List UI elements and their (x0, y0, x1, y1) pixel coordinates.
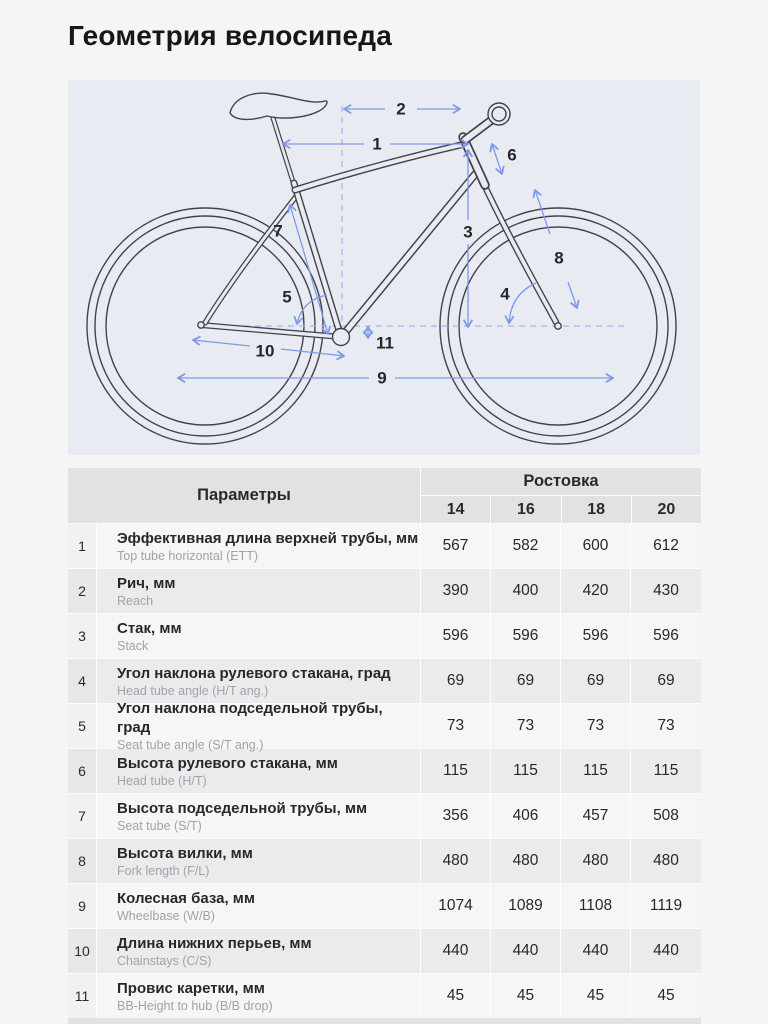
param-subtitle: Chainstays (C/S) (117, 953, 212, 968)
callout-label: 8 (554, 248, 564, 268)
size-column-header: 14 (421, 496, 491, 523)
size-value: 390 (421, 569, 491, 613)
param-cell (97, 749, 421, 793)
param-cell (97, 700, 421, 752)
callout-label: 6 (507, 145, 517, 165)
row-number: 10 (68, 929, 97, 973)
row-number: 2 (68, 569, 97, 613)
size-value: 567 (421, 524, 491, 568)
size-value: 400 (491, 569, 561, 613)
size-value: 73 (421, 704, 491, 748)
size-value: 480 (421, 839, 491, 883)
param-name: Эффективная длина верхней трубы, мм (117, 529, 419, 547)
param-subtitle: Seat tube (S/T) (117, 818, 202, 833)
size-column-header: 20 (657, 500, 676, 518)
callout-label: 4 (500, 284, 510, 304)
param-subtitle: Head tube angle (H/T ang.) (117, 683, 269, 698)
size-value: 115 (653, 762, 679, 779)
size-value: 73 (561, 704, 631, 748)
param-subtitle: BB-Height to hub (B/B drop) (117, 998, 273, 1013)
row-number: 7 (68, 794, 97, 838)
param-name: Длина нижних перьев, мм (117, 934, 312, 952)
table-row (68, 700, 701, 752)
parameters-header: Параметры (68, 468, 421, 523)
size-value: 440 (491, 929, 561, 973)
param-subtitle: Fork length (F/L) (117, 863, 210, 878)
param-name: Рич, мм (117, 574, 176, 592)
table-row (68, 973, 701, 1018)
size-column-header: 16 (491, 496, 561, 523)
param-cell (97, 839, 421, 883)
size-value: 596 (491, 614, 561, 658)
table-row (68, 928, 701, 973)
size-value: 600 (561, 524, 631, 568)
size-value: 1074 (421, 884, 491, 928)
row-number: 8 (68, 839, 97, 883)
param-cell (97, 659, 421, 703)
sizes-header (421, 468, 701, 523)
spec-table-body (68, 523, 701, 1018)
param-subtitle: Wheelbase (W/B) (117, 908, 215, 923)
size-value: 115 (491, 749, 561, 793)
callout-label: 1 (372, 134, 382, 154)
table-row (68, 793, 701, 838)
param-subtitle: Reach (117, 593, 154, 608)
param-cell (97, 974, 421, 1018)
size-value: 440 (653, 942, 679, 959)
size-value: 440 (421, 929, 491, 973)
size-value: 480 (491, 839, 561, 883)
size-value: 582 (491, 524, 561, 568)
size-value: 115 (561, 749, 631, 793)
size-value: 1108 (561, 884, 631, 928)
dimension-arrows (178, 109, 613, 378)
row-number: 11 (68, 974, 97, 1018)
callout-label: 9 (377, 368, 387, 388)
param-name: Угол наклона рулевого стакана, град (117, 664, 391, 682)
row-number: 3 (68, 614, 97, 658)
size-columns (421, 496, 701, 523)
size-value: 457 (561, 794, 631, 838)
param-name: Угол наклона подседельной трубы, град (117, 700, 383, 736)
sizes-header-label: Ростовка (421, 468, 701, 496)
size-value: 430 (653, 582, 679, 599)
callout-label: 5 (282, 287, 292, 307)
param-name: Провис каретки, мм (117, 979, 265, 997)
size-value: 420 (561, 569, 631, 613)
size-value: 1119 (649, 897, 683, 914)
size-value: 480 (561, 839, 631, 883)
size-value: 45 (657, 987, 675, 1004)
size-value: 73 (657, 717, 675, 734)
size-value: 69 (421, 659, 491, 703)
size-value: 115 (421, 749, 491, 793)
callout-label: 3 (463, 222, 473, 242)
size-value: 45 (491, 974, 561, 1018)
size-value: 73 (491, 704, 561, 748)
row-number: 6 (68, 749, 97, 793)
row-number: 4 (68, 659, 97, 703)
page-title: Геометрия велосипеда (68, 20, 393, 51)
bike-drawing (68, 80, 700, 455)
param-cell (97, 569, 421, 613)
callout-label: 11 (376, 333, 394, 353)
param-name: Стак, мм (117, 619, 182, 637)
size-column-header: 18 (562, 496, 632, 523)
geometry-spec-table (68, 468, 701, 1018)
table-row (68, 748, 701, 793)
param-subtitle: Stack (117, 638, 149, 653)
next-section-edge (68, 1018, 701, 1024)
param-cell (97, 614, 421, 658)
size-value: 508 (653, 807, 679, 824)
size-value: 596 (561, 614, 631, 658)
bottom-bracket (333, 329, 350, 346)
size-value: 612 (653, 537, 679, 554)
table-row (68, 568, 701, 613)
table-row (68, 523, 701, 568)
param-name: Высота подседельной трубы, мм (117, 799, 368, 817)
param-cell (97, 884, 421, 928)
bike-geometry-diagram (68, 80, 700, 455)
size-value: 356 (421, 794, 491, 838)
size-value: 69 (657, 672, 675, 689)
table-header (68, 468, 701, 523)
size-value: 596 (421, 614, 491, 658)
param-cell (97, 929, 421, 973)
table-row (68, 658, 701, 703)
size-value: 406 (491, 794, 561, 838)
size-value: 1089 (491, 884, 561, 928)
size-value: 69 (491, 659, 561, 703)
table-row (68, 838, 701, 883)
row-number: 9 (68, 884, 97, 928)
size-value: 45 (421, 974, 491, 1018)
size-value: 480 (653, 852, 679, 869)
callout-label: 2 (396, 99, 406, 119)
param-cell (97, 794, 421, 838)
table-row (68, 883, 701, 928)
param-name: Колесная база, мм (117, 889, 256, 907)
saddle (230, 93, 327, 119)
size-value: 69 (561, 659, 631, 703)
param-subtitle: Seat tube angle (S/T ang.) (117, 738, 264, 752)
row-number: 5 (68, 704, 97, 748)
param-cell (97, 524, 421, 568)
size-value: 45 (561, 974, 631, 1018)
row-number: 1 (68, 524, 97, 568)
param-name: Высота рулевого стакана, мм (117, 754, 338, 772)
param-subtitle: Head tube (H/T) (117, 773, 207, 788)
size-value: 440 (561, 929, 631, 973)
callout-label: 10 (255, 341, 275, 361)
callout-label: 7 (273, 221, 283, 241)
size-value: 596 (653, 627, 679, 644)
table-row (68, 613, 701, 658)
param-name: Высота вилки, мм (117, 844, 253, 862)
param-subtitle: Top tube horizontal (ETT) (117, 548, 259, 563)
